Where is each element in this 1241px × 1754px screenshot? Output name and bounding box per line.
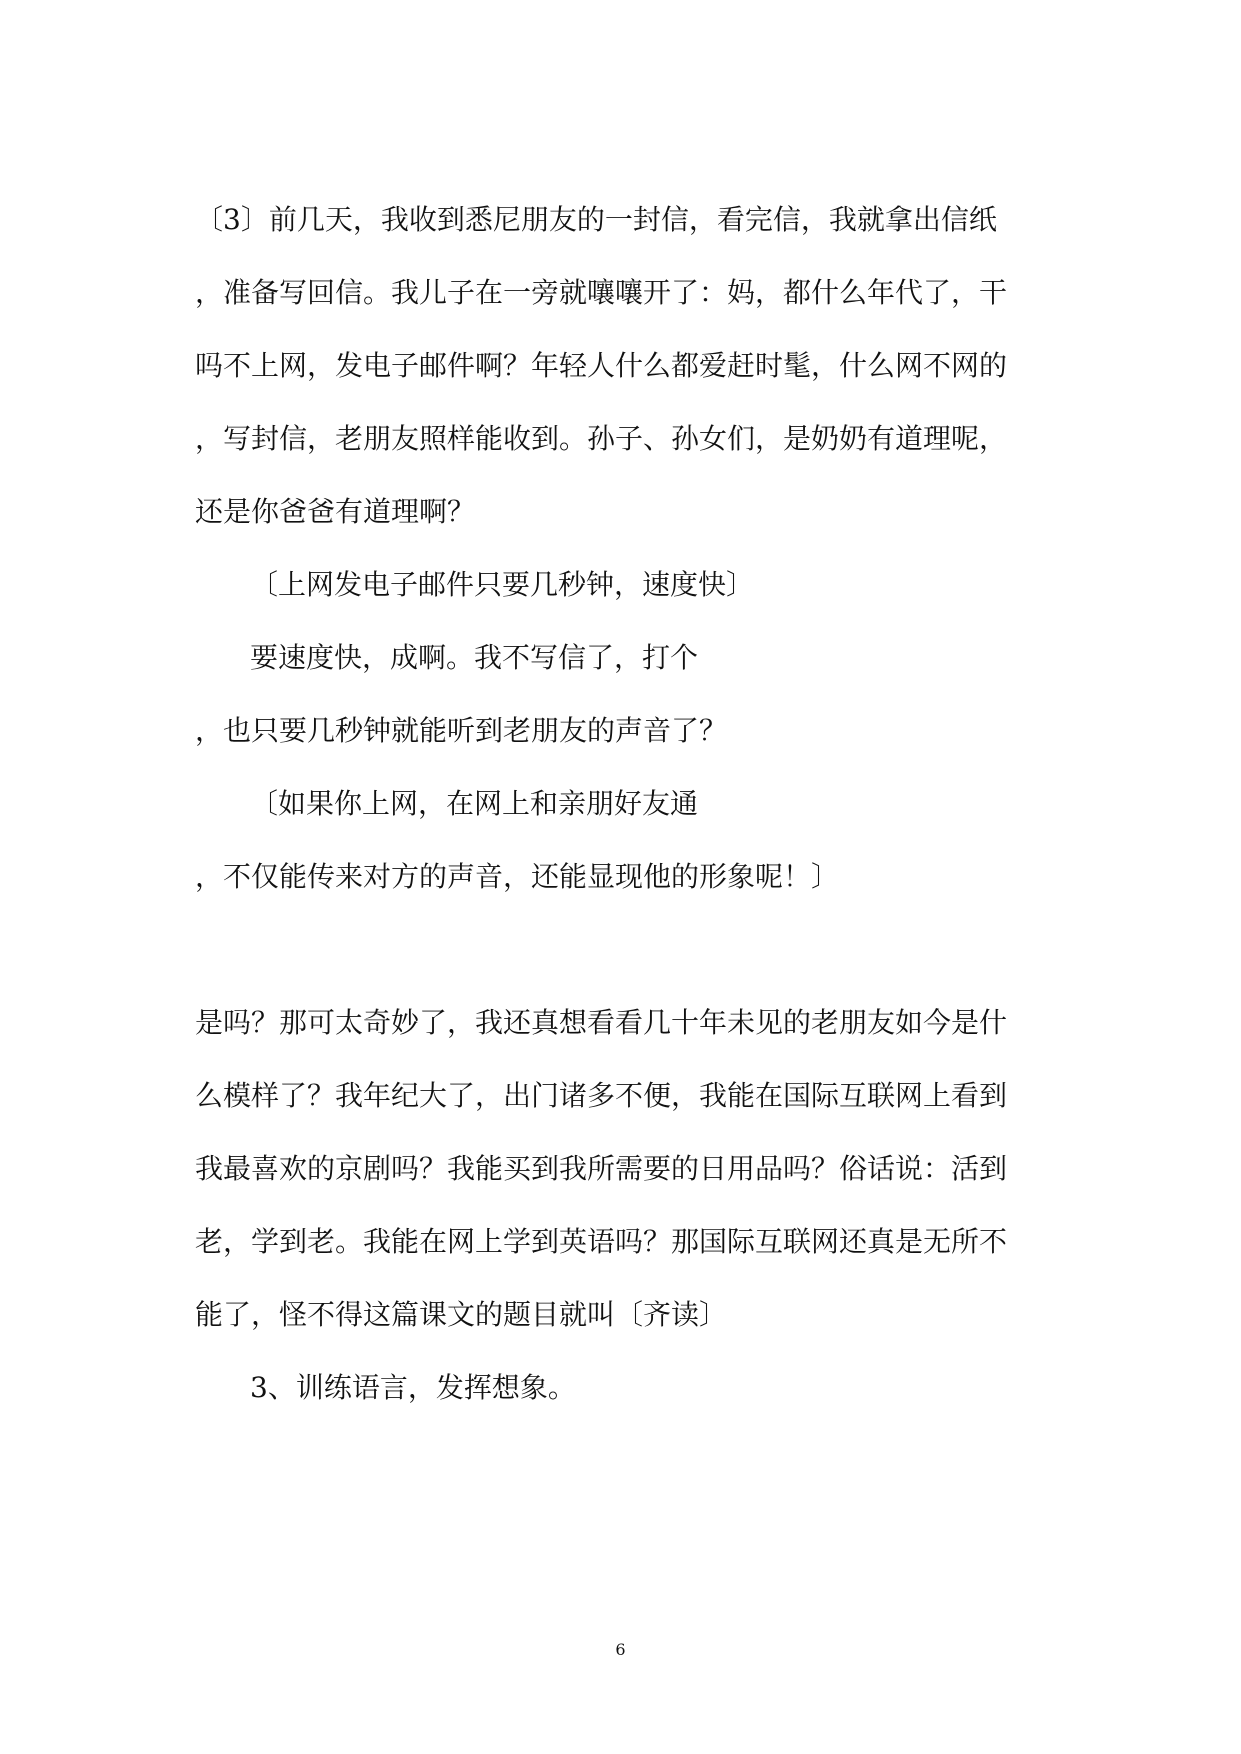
text-line-14: 老，学到老。我能在网上学到英语吗？那国际互联网还真是无所不 bbox=[195, 1225, 1008, 1258]
text-line-16: 3、训练语言，发挥想象。 bbox=[250, 1371, 576, 1404]
text-line-13: 我最喜欢的京剧吗？我能买到我所需要的日用品吗？俗话说：活到 bbox=[195, 1152, 1008, 1185]
text-line-12: 么模样了？我年纪大了，出门诸多不便，我能在国际互联网上看到 bbox=[195, 1079, 1008, 1112]
text-line-3: 吗不上网，发电子邮件啊？年轻人什么都爱赶时髦，什么网不网的 bbox=[195, 349, 1008, 382]
text-line-7: 要速度快，成啊。我不写信了，打个 bbox=[250, 641, 699, 674]
text-line-15: 能了，怪不得这篇课文的题目就叫〔齐读〕 bbox=[195, 1298, 728, 1331]
text-line-10: ，不仅能传来对方的声音，还能显现他的形象呢！〕 bbox=[195, 860, 840, 893]
text-line-4: ，写封信，老朋友照样能收到。孙子、孙女们，是奶奶有道理呢， bbox=[195, 422, 1008, 455]
text-line-5: 还是你爸爸有道理啊？ bbox=[195, 495, 476, 528]
text-line-1: 〔3〕前几天，我收到悉尼朋友的一封信，看完信，我就拿出信纸 bbox=[195, 203, 997, 236]
text-line-2: ，准备写回信。我儿子在一旁就嚷嚷开了：妈，都什么年代了，干 bbox=[195, 276, 1008, 309]
page-number: 6 bbox=[615, 1640, 626, 1659]
text-line-9: 〔如果你上网，在网上和亲朋好友通 bbox=[250, 787, 699, 820]
text-line-8: ，也只要几秒钟就能听到老朋友的声音了？ bbox=[195, 714, 728, 747]
text-line-11: 是吗？那可太奇妙了，我还真想看看几十年未见的老朋友如今是什 bbox=[195, 1006, 1008, 1039]
text-line-6: 〔上网发电子邮件只要几秒钟，速度快〕 bbox=[250, 568, 755, 601]
